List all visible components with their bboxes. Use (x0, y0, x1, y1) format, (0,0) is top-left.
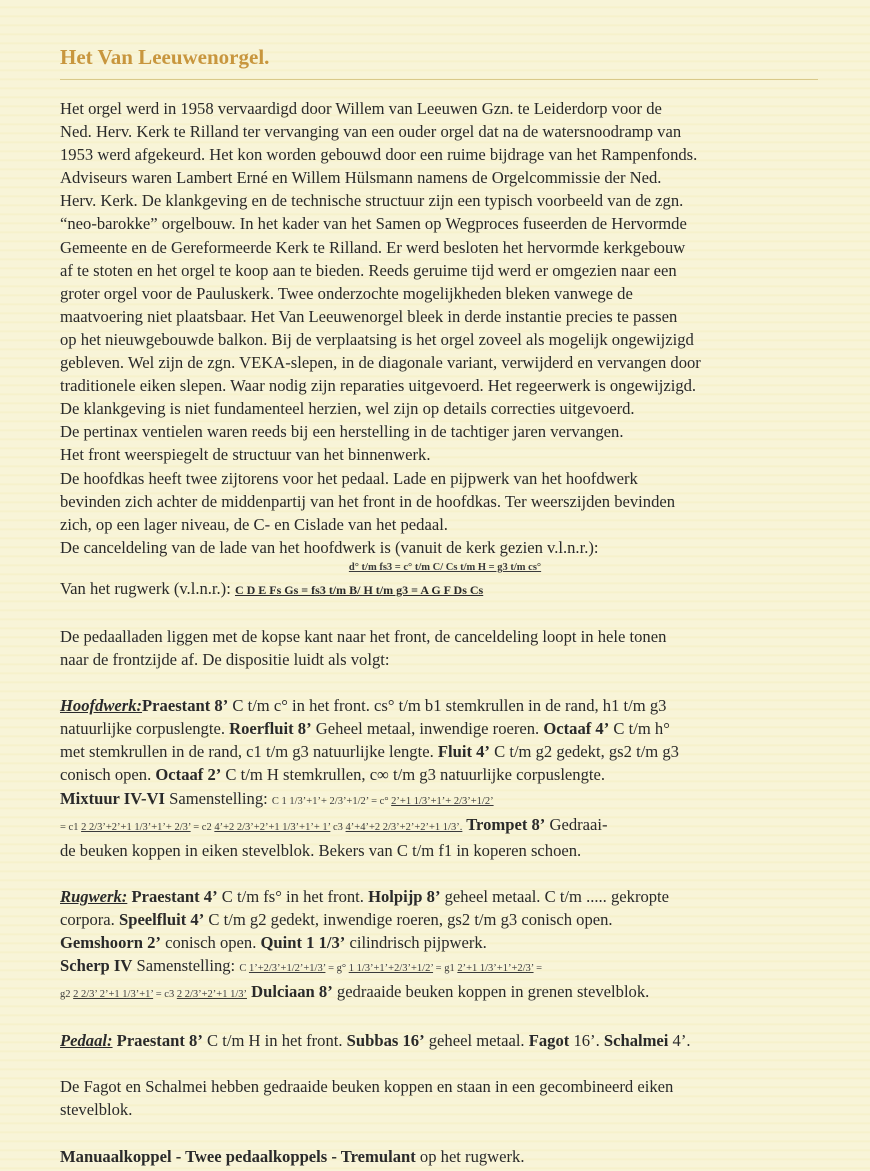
composition: c3 (330, 821, 346, 833)
stop-desc: C t/m H in het front. (202, 1031, 347, 1051)
stop-name: Mixtuur IV-VI (60, 788, 165, 808)
intro-line: Adviseurs waren Lambert Erné en Willem Hülsmann namens de Orgelcommissie der Ned. (60, 168, 662, 188)
pedaal-line (60, 1029, 830, 1052)
intro-line: op het nieuwgebouwde balkon. Bij de verplaatsing is het orgel zoveel als mogelijk ongewijzigd (60, 329, 694, 349)
spacer (60, 602, 830, 625)
final-line (60, 1145, 830, 1168)
stop-name: Praestant 8’ (112, 1031, 203, 1051)
stop-desc: Gedraai- (545, 814, 608, 834)
stop-name: Gemshoorn 2’ (60, 933, 161, 952)
rugwerk-section (60, 885, 830, 1006)
spacer (60, 862, 830, 885)
composition: 2’+1 1/3’+1’+ 2/3’+1/2’ (391, 795, 494, 807)
fagot-line: De Fagot en Schalmei hebben gedraaide beuken koppen en staan in een gecombineerd eiken (60, 1077, 674, 1097)
cancel-hoofdwerk-text: d° t/m fs3 = c° t/m C/ Cs t/m H = g3 t/m cs° (348, 561, 542, 573)
page-title: Het Van Leeuwenorgel. (60, 45, 270, 69)
composition: 2 2/3’+2’+1 1/3’+1’+ 2/3’ (81, 821, 191, 833)
stop-name: Praestant 4’ (127, 886, 218, 906)
intro-line: De hoofdkas heeft twee zijtorens voor het pedaal. Lade en pijpwerk van het hoofdwerk (60, 468, 638, 488)
intro-line: Herv. Kerk. De klankgeving en de technische structuur zijn een typisch voorbeeld van de zgn. (60, 191, 684, 211)
stop-name: Octaaf 2’ (155, 765, 222, 785)
hoofdwerk-line (60, 740, 830, 763)
stop-desc: C t/m fs° in het front. (217, 886, 369, 906)
stop-desc: 4’. (668, 1031, 691, 1051)
stop-desc: cilindrisch pijpwerk. (345, 933, 487, 952)
title-divider (60, 79, 818, 80)
intro-line: maatvoering niet plaatsbaar. Het Van Leeuwenorgel bleek in derde instantie precies te passen (60, 306, 678, 326)
intro-line: af te stoten en het orgel te koop aan te bieden. Reeds geruime tijd werd er omgezien naar een (60, 260, 677, 280)
rugwerk-line (60, 980, 830, 1006)
stop-desc: C t/m c° in het front. cs° t/m b1 stemkrullen in de rand, h1 t/m g3 (228, 696, 667, 716)
hoofdwerk-line (60, 694, 830, 717)
composition: C 1 1/3’+1’+ 2/3’+1/2’ = c° (271, 795, 392, 807)
stop-name: Dulciaan 8’ (247, 982, 333, 1002)
final-rest: op het rugwerk. (415, 1146, 525, 1166)
cancel-rugwerk-line (60, 577, 830, 602)
pedaal-intro-line: naar de frontzijde af. De dispositie luidt als volgt: (60, 650, 390, 670)
composition: 4’+4’+2 2/3’+2’+2’+1 1/3’. (345, 821, 463, 833)
stop-desc: Samenstelling: (132, 956, 240, 976)
stop-name: Fagot (528, 1031, 570, 1051)
composition: g2 (60, 989, 74, 1001)
hoofdwerk-line (60, 787, 830, 813)
stop-desc: natuurlijke corpuslengte. (60, 719, 230, 739)
stop-name: Holpijp 8’ (368, 886, 441, 906)
stop-name: Octaaf 4’ (543, 719, 610, 739)
rugwerk-line (60, 931, 830, 954)
intro-line: De klankgeving is niet fundamenteel herzien, wel zijn op details correcties uitgevoerd. (60, 399, 635, 419)
rugwerk-prefix: Van het rugwerk (v.l.n.r.): (60, 578, 235, 598)
composition: = c2 (190, 821, 215, 833)
composition: = g° (325, 963, 349, 975)
stop-name: Trompet 8’ (462, 814, 546, 834)
stop-desc: 16’. (569, 1031, 604, 1051)
composition: 1’+2/3’+1/2’+1/3’ (248, 963, 326, 975)
composition: 1 1/3’+1’+2/3’+1/2’ (348, 963, 434, 975)
rugwerk-line (60, 885, 830, 908)
stop-desc: C t/m H stemkrullen, c∞ t/m g3 natuurlijke corpuslengte. (221, 765, 606, 785)
rugwerk-line (60, 908, 830, 931)
intro-line: zich, op een lager niveau, de C- en Cislade van het pedaal. (60, 514, 448, 534)
intro-line: Het orgel werd in 1958 vervaardigd door Willem van Leeuwen Gzn. te Leiderdorp voor de (60, 99, 662, 118)
stop-desc: C t/m g2 gedekt, inwendige roeren, gs2 t/m g3 conisch open. (204, 909, 613, 929)
hoofdwerk-section (60, 694, 830, 862)
stop-desc: gedraaide beuken koppen in grenen stevelblok. (332, 982, 650, 1002)
stop-desc: geheel metaal. C t/m ..... gekropte (440, 886, 670, 906)
hoofdwerk-line: de beuken koppen in eiken stevelblok. Bekers van C t/m f1 in koperen schoen. (60, 840, 582, 860)
composition: 2 2/3’ 2’+1 1/3’+1’ (73, 989, 154, 1001)
spacer (60, 1052, 830, 1075)
composition: 2 2/3’+2’+1 1/3’ (176, 989, 247, 1001)
stop-desc: geheel metaal. (424, 1031, 529, 1051)
intro-line: gebleven. Wel zijn de zgn. VEKA-slepen, in de diagonale variant, verwijderd en vervangen door (60, 353, 701, 373)
intro-line: 1953 werd afgekeurd. Het kon worden gebouwd door een ruime bijdrage van het Rampenfonds. (60, 145, 698, 165)
stop-desc: C t/m h° (609, 719, 670, 739)
intro-line: Ned. Herv. Kerk te Rilland ter vervanging van een ouder orgel dat na de watersnoodramp van (60, 122, 682, 142)
composition: = c1 (60, 821, 82, 833)
hoofdwerk-line (60, 763, 830, 786)
hoofdwerk-line (60, 813, 830, 839)
intro-line: Het front weerspiegelt de structuur van het binnenwerk. (60, 445, 431, 465)
fagot-line: stevelblok. (60, 1100, 133, 1120)
stop-name: Fluit 4’ (437, 742, 490, 762)
stop-name: Subbas 16’ (346, 1031, 425, 1051)
spacer (60, 1122, 830, 1145)
cancel-hoofdwerk (60, 559, 830, 577)
composition: 2’+1 1/3’+1’+2/3’ (457, 963, 534, 975)
spacer (60, 671, 830, 694)
hoofdwerk-line (60, 717, 830, 740)
stop-desc: met stemkrullen in de rand, c1 t/m g3 natuurlijke lengte. (60, 742, 438, 762)
hoofdwerk-label: Hoofdwerk: (60, 696, 143, 716)
spacer (60, 1006, 830, 1029)
stop-desc: Samenstelling: (164, 788, 272, 808)
composition: = c3 (153, 989, 177, 1001)
composition: = (533, 963, 543, 975)
stop-desc: conisch open. (60, 765, 156, 785)
intro-line: groter orgel voor de Pauluskerk. Twee onderzochte mogelijkheden bleken vanwege de (60, 283, 633, 303)
intro-text (60, 97, 830, 559)
stop-desc: C t/m g2 gedekt, gs2 t/m g3 (489, 742, 679, 762)
stop-name: Schalmei (603, 1031, 669, 1051)
stop-desc: Geheel metaal, inwendige roeren. (311, 719, 544, 739)
intro-line: De pertinax ventielen waren reeds bij een herstelling in de tachtiger jaren vervangen. (60, 422, 624, 442)
stop-name: Quint 1 1/3’ (260, 933, 346, 952)
stop-name: Roerfluit 8’ (229, 719, 312, 739)
intro-line: traditionele eiken slepen. Waar nodig zijn reparaties uitgevoerd. Het regeerwerk is ongewijzigd. (60, 376, 697, 396)
stop-desc: conisch open. (160, 933, 261, 952)
composition: C (239, 963, 249, 975)
composition: 4’+2 2/3’+2’+1 1/3’+1’+ 1’ (214, 821, 331, 833)
intro-line: “neo-barokke” orgelbouw. In het kader van het Samen op Wegproces fuseerden de Hervormde (60, 214, 687, 234)
intro-line: De canceldeling van de lade van het hoofdwerk is (vanuit de kerk gezien v.l.n.r.): (60, 537, 599, 557)
intro-line: bevinden zich achter de middenpartij van het front in de hoofdkas. Ter weerszijden bevinden (60, 491, 676, 511)
pedaal-label: Pedaal: (60, 1031, 113, 1051)
stop-name: Scherp IV (60, 956, 133, 976)
stop-name: Praestant 8’ (142, 696, 229, 716)
rugwerk-line (60, 954, 830, 980)
composition: = g1 (433, 963, 458, 975)
rugwerk-label: Rugwerk: (60, 886, 128, 906)
stop-name: Speelfluit 4’ (118, 909, 205, 929)
stop-desc: corpora. (60, 909, 119, 929)
pedaal-intro-line: De pedaalladen liggen met de kopse kant naar het front, de canceldeling loopt in hele tonen (60, 626, 667, 646)
couplers: Manuaalkoppel - Twee pedaalkoppels - Tremulant (60, 1146, 416, 1166)
intro-line: Gemeente en de Gereformeerde Kerk te Rilland. Er werd besloten het hervormde kerkgebouw (60, 237, 686, 257)
cancel-rugwerk: C D E Fs Gs = fs3 t/m B/ H t/m g3 = A G F Ds Cs (234, 582, 484, 597)
